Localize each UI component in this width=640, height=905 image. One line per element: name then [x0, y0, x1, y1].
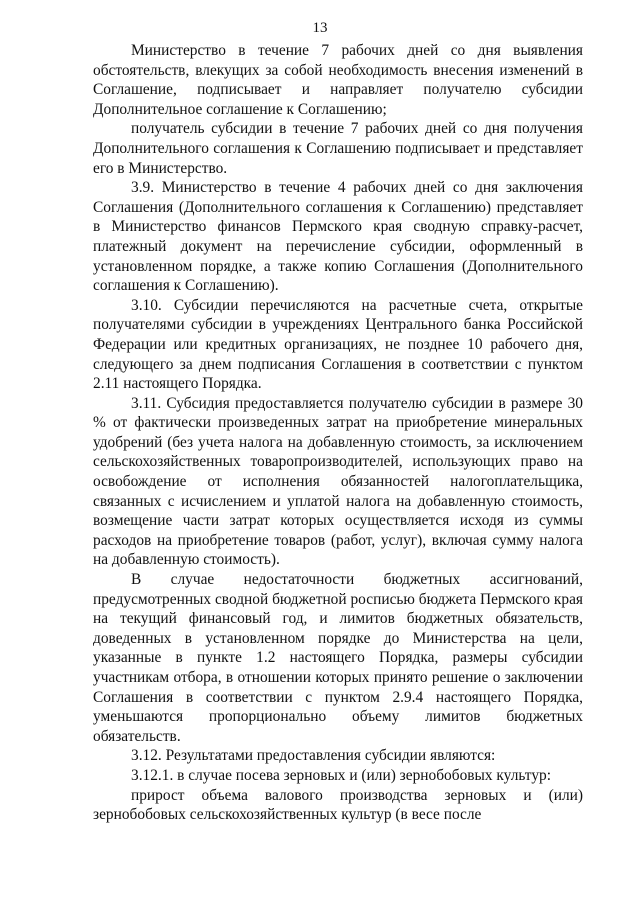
paragraph-production-growth: прирост объема валового производства зерновых и (или) зернобобовых сельскохозяйственных культур (в весе после	[93, 786, 583, 824]
document-body	[93, 41, 583, 825]
paragraph-3-12-1: 3.12.1. в случае посева зерновых и (или) зернобобовых культур:	[131, 766, 551, 784]
paragraph-3-12: 3.12. Результатами предоставления субсидии являются:	[131, 747, 496, 765]
paragraph-3-11: 3.11. Субсидия предоставляется получателю субсидии в размере 30 % от фактически произведенных затрат на приобретение минеральных удобрений (без учета налога на добавленную стоимость, за исключением сельскохозяйственных товаропроизводителей, использующих право на освобождение от исполнения обязанностей налогоплательщика, связанных с исчислением и уплатой налога на добавленную стоимость, возмещение части затрат которых осуществляется исходя из суммы расходов на приобретение товаров (работ, услуг), включая сумму налога на добавленную стоимость).	[93, 394, 583, 569]
page-number: 13	[312, 20, 328, 36]
paragraph-recipient-signing: получатель субсидии в течение 7 рабочих дней со дня получения Дополнительного соглашения к Соглашению подписывает и представляет его в Министерство.	[93, 120, 583, 177]
paragraph-3-9: 3.9. Министерство в течение 4 рабочих дней со дня заключения Соглашения (Дополнительного соглашения к Соглашению) представляет в Министерство финансов Пермского края сводную справку-расчет, платежный документ на перечисление субсидии, оформленный в установленном порядке, а также копию Соглашения (Дополнительного соглашения к Соглашению).	[93, 179, 583, 295]
paragraph-budget-shortfall: В случае недостаточности бюджетных ассигнований, предусмотренных сводной бюджетной росписью бюджета Пермского края на текущий финансовый год, и лимитов бюджетных обязательств, доведенных в установленном порядке до Министерства на цели, указанные в пункте 1.2 настоящего Порядка, размеры субсидии участникам отбора, в отношении которых принято решение о заключении Соглашения в соответствии с пунктом 2.9.4 настоящего Порядка, уменьшаются пропорционально объему лимитов бюджетных обязательств.	[93, 571, 583, 745]
paragraph-3-10: 3.10. Субсидии перечисляются на расчетные счета, открытые получателями субсидии в учреждениях Центрального банка Российской Федерации или кредитных организациях, не позднее 10 рабочего дня, следующего за днем подписания Соглашения в соответствии с пунктом 2.11 настоящего Порядка.	[93, 296, 583, 393]
paragraph-amendment-signing: Министерство в течение 7 рабочих дней со дня выявления обстоятельств, влекущих за собой необходимость внесения изменений в Соглашение, подписывает и направляет получателю субсидии Дополнительное соглашение к Соглашению;	[93, 42, 583, 118]
